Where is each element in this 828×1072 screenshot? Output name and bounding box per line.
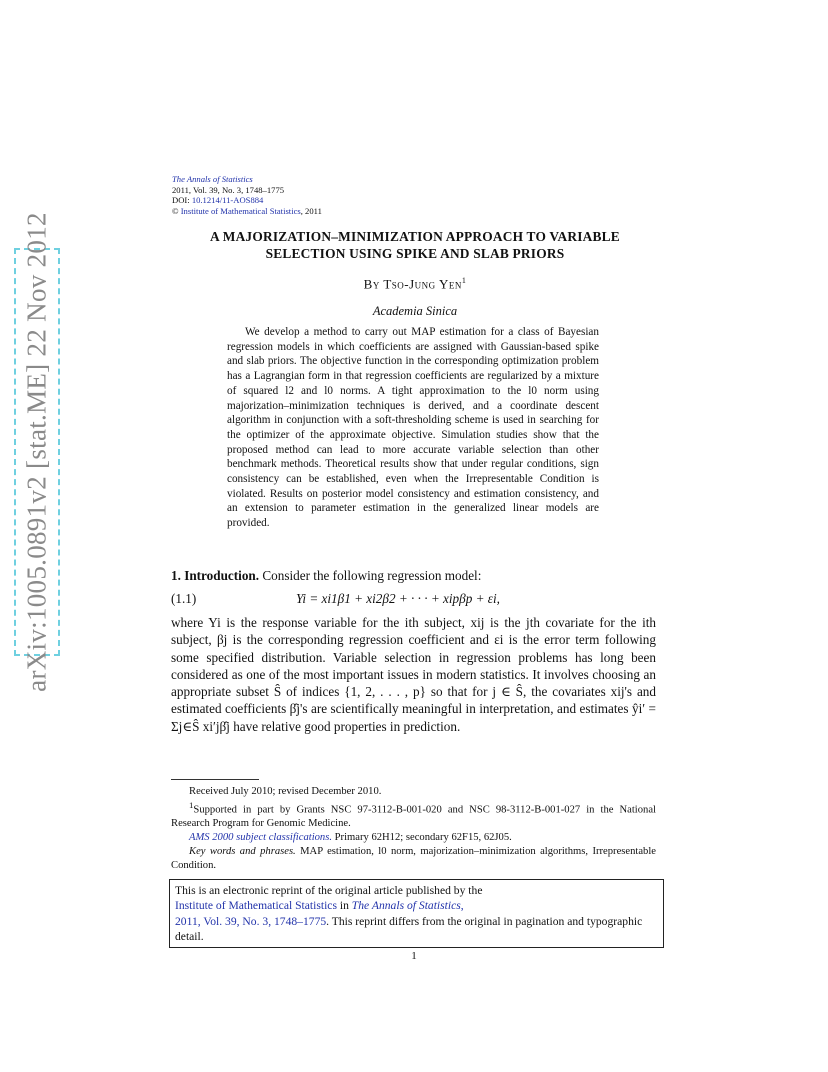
doi-link[interactable]: 10.1214/11-AOS884 (191, 195, 264, 205)
intro-heading (171, 567, 656, 585)
reprint-comma: , (460, 899, 464, 913)
copyright-year: , 2011 (300, 205, 322, 216)
paper-title (160, 228, 670, 262)
footnotes (171, 785, 656, 872)
reprint-line1: This is an electronic reprint of the original article published by the (175, 884, 483, 897)
keywords-text: MAP estimation, l0 norm, majorization–minimization algorithms, Irrepresentable Condition. (171, 845, 656, 871)
ams-text: Primary 62H12; secondary 62F15, 62J05. (332, 831, 512, 843)
title-line-2: SELECTION USING SPIKE AND SLAB PRIORS (265, 246, 565, 261)
reprint-publisher-link[interactable]: Institute of Mathematical Statistics (175, 899, 337, 913)
journal-volume: 2011, Vol. 39, No. 3, 1748–1775 (172, 184, 285, 195)
title-line-1: A MAJORIZATION–MINIMIZATION APPROACH TO VARIABLE (210, 229, 620, 244)
reprint-notice (169, 879, 664, 948)
copyright-icon: © (172, 205, 179, 216)
ams-link[interactable]: AMS 2000 subject classifications. (189, 831, 333, 843)
equation-label: (1.1) (171, 591, 197, 606)
received-note: Received July 2010; revised December 2010. (189, 786, 382, 797)
reprint-journal-link[interactable]: The Annals of Statistics (351, 899, 461, 913)
support-note (171, 799, 656, 831)
author-line (160, 276, 670, 292)
copyright-line (172, 206, 322, 217)
author-footnote-mark: 1 (461, 276, 467, 285)
intro-paragraph: where Yi is the response variable for the ith subject, xij is the jth covariate for the ith subject, βj is the corresponding regression coefficient and εi is the error term following some specified distribution. Variable selection in regression problems has long been considered as one of the most important issues in modern statistics. It involves choosing an appropriate subset Ŝ of indices {1, 2, . . . , p} so that for j ∈ Ŝ, the covariates xij's and estimated coefficients β̂j's are scientifically meaningful in interpretation, and estimates ŷi′ = Σj∈Ŝ xi′jβ̂j have relative good properties in prediction. (171, 615, 656, 734)
support-text: Supported in part by Grants NSC 97-3112-B-001-020 and NSC 98-3112-B-001-027 in the National Research Program for Genomic Medicine. (171, 804, 656, 830)
ams-note (171, 831, 656, 845)
intro-lead: Consider the following regression model: (262, 568, 482, 583)
arxiv-identifier: arXiv:1005.0891v2 [stat.ME] 22 Nov 2012 (21, 212, 52, 692)
equation-1-1 (171, 591, 656, 611)
keywords-label: Key words and phrases. (189, 845, 296, 857)
author-name: By Tso-Jung Yen (363, 276, 462, 292)
reprint-citation-link[interactable]: 2011, Vol. 39, No. 3, 1748–1775 (175, 914, 327, 928)
journal-name[interactable]: The Annals of Statistics (172, 174, 253, 184)
arxiv-stamp (14, 212, 60, 692)
reprint-tail: . This reprint differs from the original in pagination and typographic detail. (175, 914, 643, 943)
section-number: 1. (171, 568, 181, 583)
equation-body: Yi = xi1β1 + xi2β2 + · · · + xipβp + εi, (296, 591, 500, 606)
reprint-in: in (336, 899, 352, 913)
doi-prefix: DOI: (172, 195, 192, 205)
support-mark: 1 (189, 799, 194, 810)
abstract: We develop a method to carry out MAP estimation for a class of Bayesian regression models in which coefficients are assigned with Gaussian-based spike and slab priors. The objective function in the corresponding optimization problem has a Lagrangian form in that regression coefficients are regularized by a mixture of squared l2 and l0 norms. A tight approximation to the l0 norm using majorization–minimization techniques is derived, and a coordinate descent algorithm in conjunction with a soft-thresholding scheme is used in searching for the optimizer of the approximate objective. Simulation studies show that the proposed method can lead to more accurate variable selection than other benchmark methods. Theoretical results show that under regular conditions, sign consistency can be established, even when the Irrepresentable Condition is violated. Results on posterior model consistency and estimation consistency, and an extension to parameter estimation in the generalized linear models are provided. (227, 326, 599, 530)
page-number: 1 (411, 950, 417, 962)
copyright-org-link[interactable]: Institute of Mathematical Statistics (180, 205, 301, 216)
journal-header (172, 174, 322, 216)
keywords-note (171, 845, 656, 873)
footnote-rule (171, 779, 259, 780)
section-title: Introduction. (184, 568, 260, 583)
journal-doi-line (172, 195, 322, 206)
affiliation: Academia Sinica (372, 304, 458, 318)
